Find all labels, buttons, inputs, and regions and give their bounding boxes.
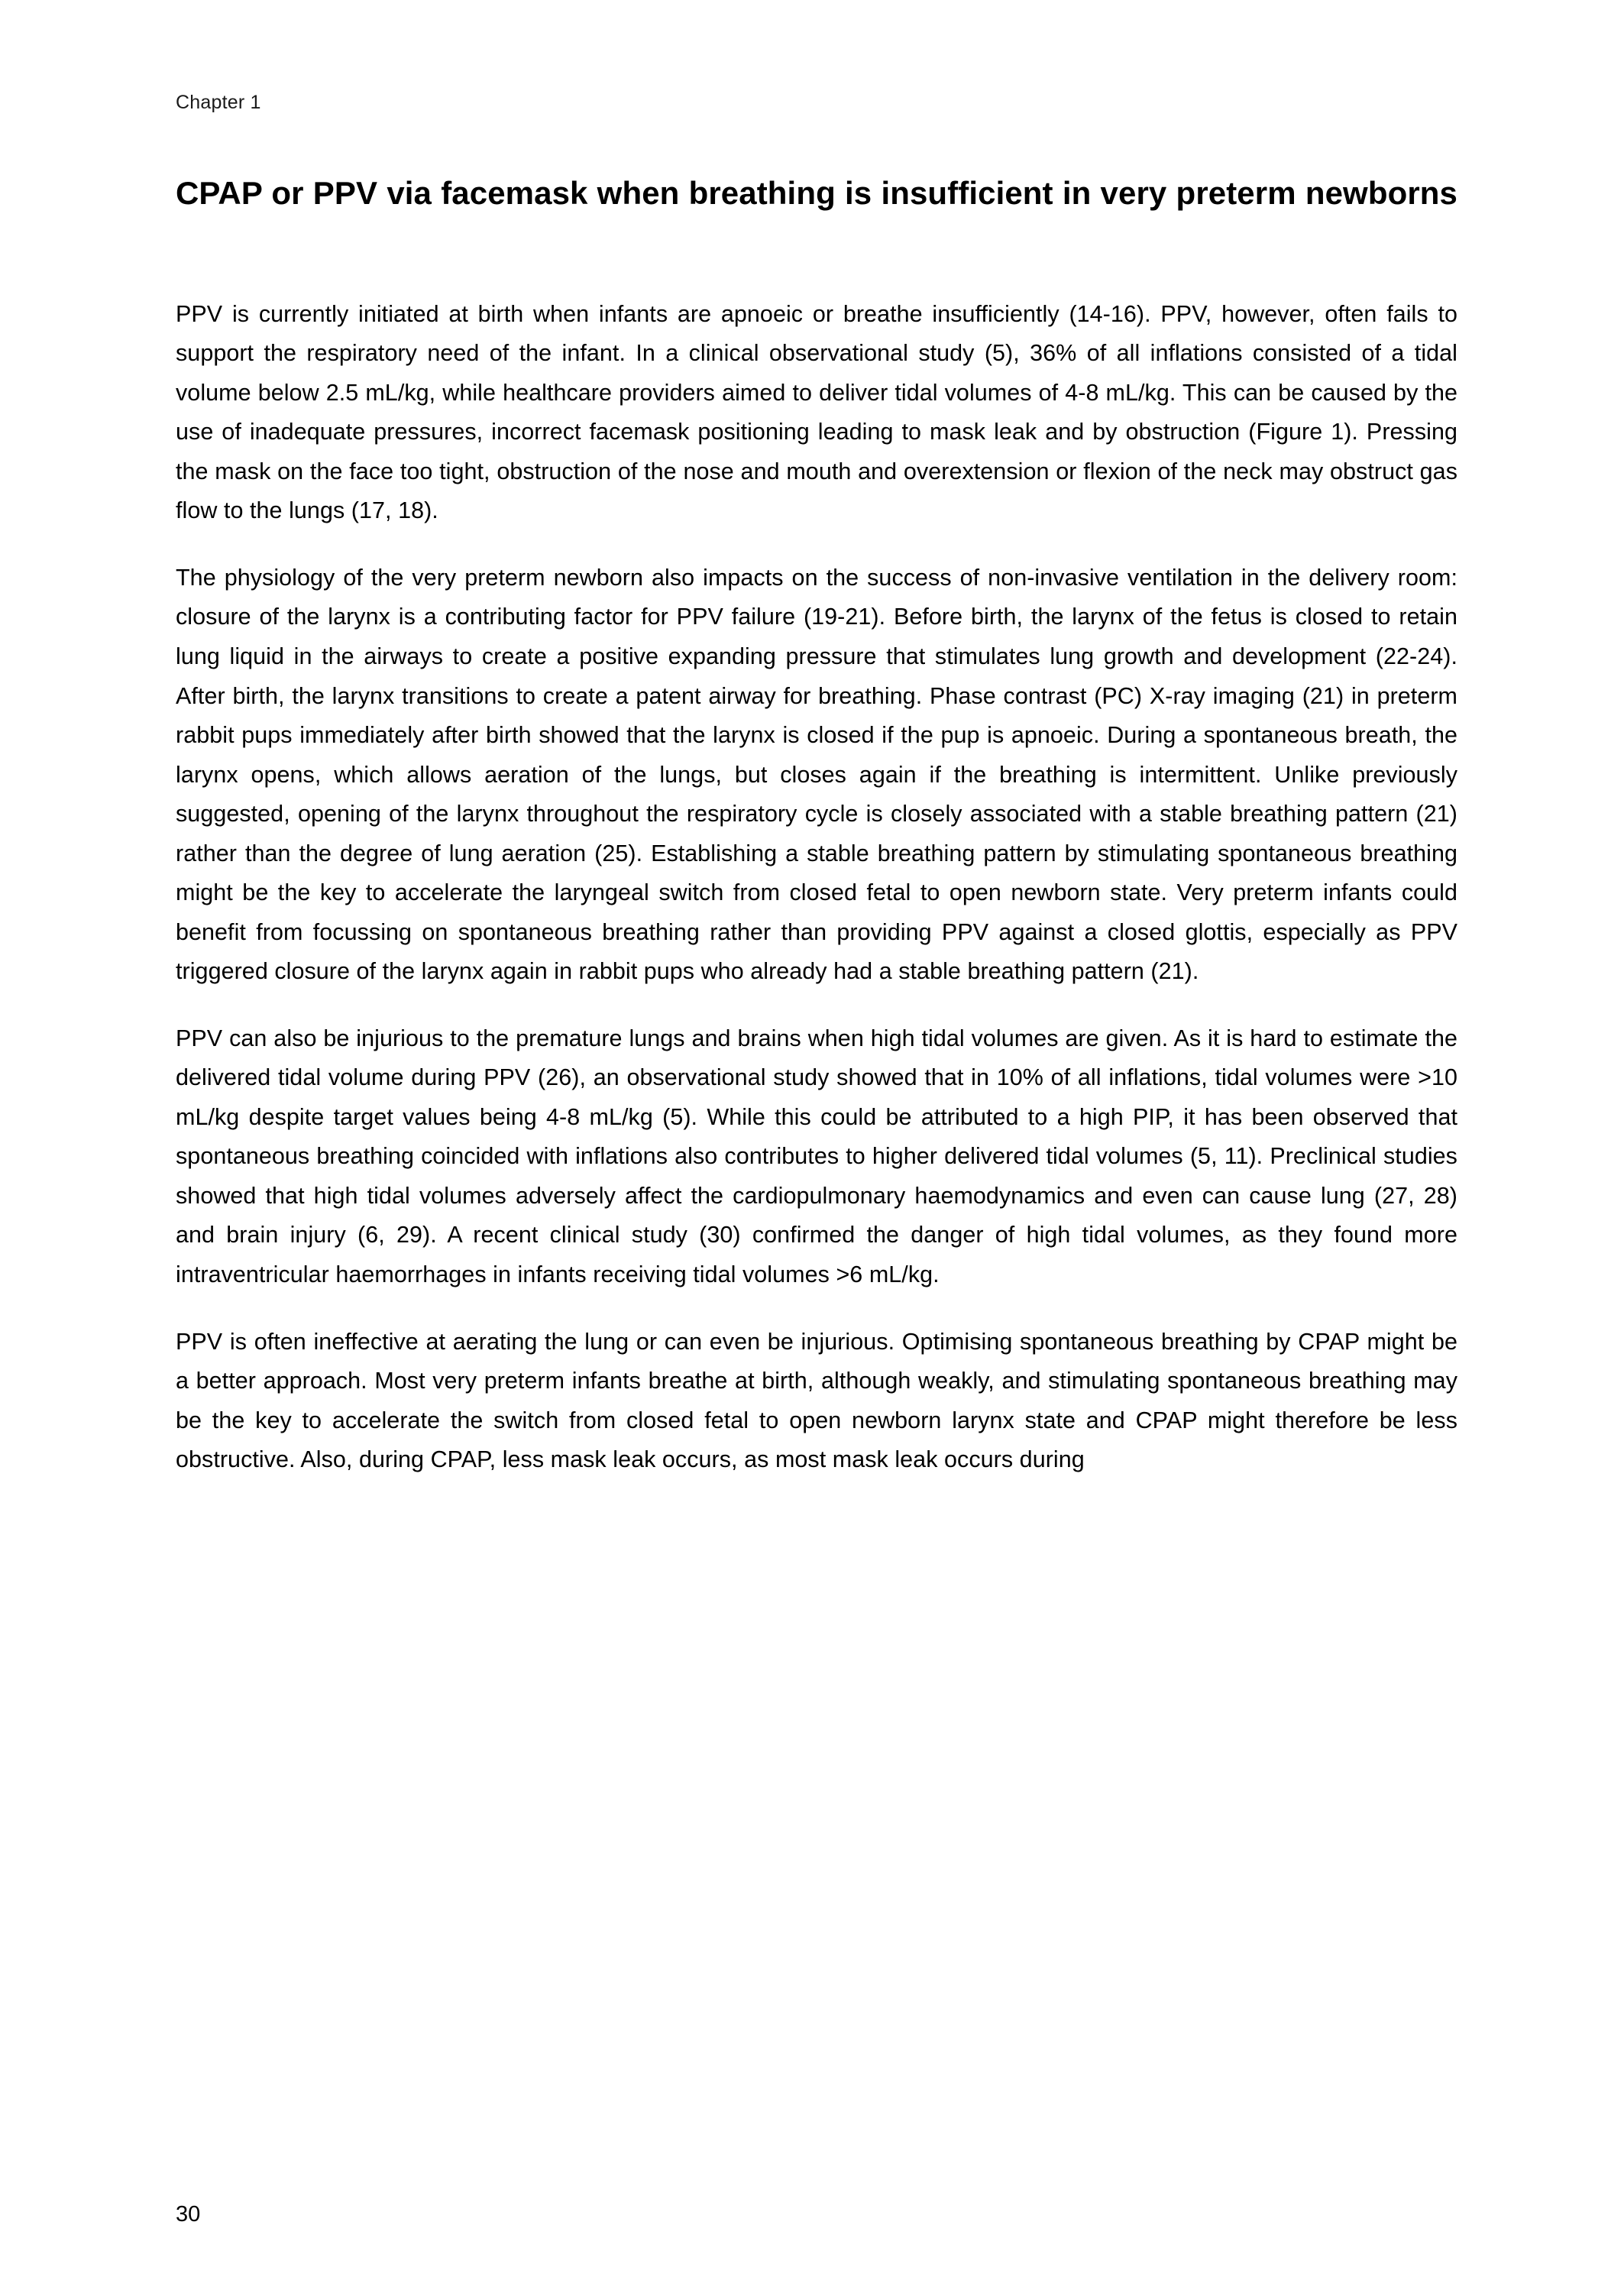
body-paragraph-4: PPV is often ineffective at aerating the lung or can even be injurious. Optimising spontaneous breathing by CPAP might be a better approach. Most very preterm infants breathe at birth, although weakly, and stimulating spontaneous breathing may be the key to accelerate the switch from closed fetal to open newborn larynx state and CPAP might therefore be less obstructive. Also, during CPAP, less mask leak occurs, as most mask leak occurs during	[176, 1328, 1457, 1473]
running-head: Chapter 1	[176, 92, 261, 113]
body-paragraph-2: The physiology of the very preterm newborn also impacts on the success of non-invasive ventilation in the delivery room: closure of the larynx is a contributing factor for PPV failure (19-21). Before birth, the larynx of the fetus is closed to retain lung liquid in the airways to create a positive expanding pressure that stimulates lung growth and development (22-24). After birth, the larynx transitions to create a patent airway for breathing. Phase contrast (PC) X-ray imaging (21) in preterm rabbit pups immediately after birth showed that the larynx is closed if the pup is apnoeic. During a spontaneous breath, the larynx opens, which allows aeration of the lungs, but closes again if the breathing is intermittent. Unlike previously suggested, opening of the larynx throughout the respiratory cycle is closely associated with a stable breathing pattern (21) rather than the degree of lung aeration (25). Establishing a stable breathing pattern by stimulating spontaneous breathing might be the key to accelerate the laryngeal switch from closed fetal to open newborn state. Very preterm infants could benefit from focussing on spontaneous breathing rather than providing PPV against a closed glottis, especially as PPV triggered closure of the larynx again in rabbit pups who already had a stable breathing pattern (21).	[176, 564, 1457, 985]
body-paragraph-3: PPV can also be injurious to the premature lungs and brains when high tidal volumes are given. As it is hard to estimate the delivered tidal volume during PPV (26), an observational study showed that in 10% of all inflations, tidal volumes were >10 mL/kg despite target values being 4-8 mL/kg (5). While this could be attributed to a high PIP, it has been observed that spontaneous breathing coincided with inflations also contributes to higher delivered tidal volumes (5, 11). Preclinical studies showed that high tidal volumes adversely affect the cardiopulmonary haemodynamics and even can cause lung (27, 28) and brain injury (6, 29). A recent clinical study (30) confirmed the danger of high tidal volumes, as they found more intraventricular haemorrhages in infants receiving tidal volumes >6 mL/kg.	[176, 1025, 1457, 1287]
page-number: 30	[176, 2202, 201, 2227]
page-title: CPAP or PPV via facemask when breathing is insufficient in very preterm newborns	[176, 174, 1457, 211]
body-paragraph-1: PPV is currently initiated at birth when infants are apnoeic or breathe insufficiently (14-16). PPV, however, often fails to support the respiratory need of the infant. In a clinical observational study (5), 36% of all inflations consisted of a tidal volume below 2.5 mL/kg, while healthcare providers aimed to deliver tidal volumes of 4-8 mL/kg. This can be caused by the use of inadequate pressures, incorrect facemask positioning leading to mask leak and by obstruction (Figure 1). Pressing the mask on the face too tight, obstruction of the nose and mouth and overextension or flexion of the neck may obstruct gas flow to the lungs (17, 18).	[176, 300, 1457, 524]
